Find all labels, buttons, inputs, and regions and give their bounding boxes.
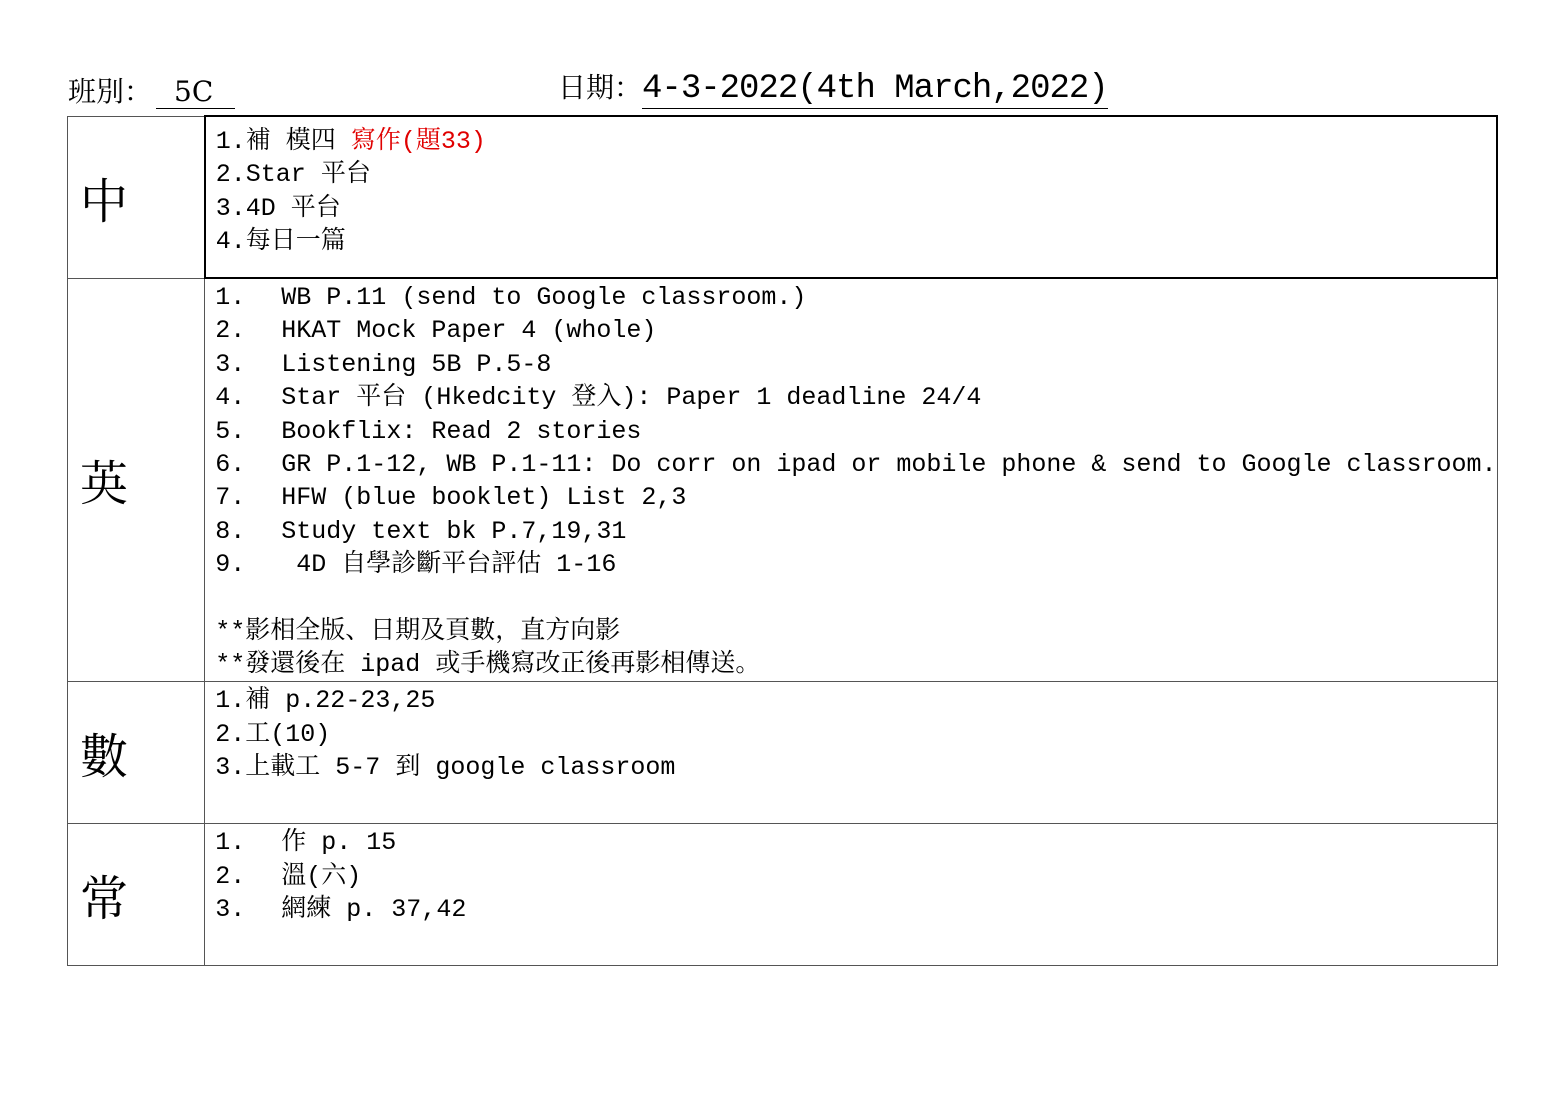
item-text: 溫(六) [281,861,362,891]
item-number: 1. [215,283,246,312]
item-number: 2. [215,316,246,346]
list-item [215,415,1496,448]
math-homework [205,682,1497,824]
item-text: Listening 5B P.5-8 [281,349,552,379]
list-item: 1.補 p.22-23,25 [215,686,436,716]
list-item [215,281,1496,314]
page-header [68,66,1508,114]
spacer [215,582,1496,615]
list-item [215,548,1496,581]
item-text: Study text bk P.7,19,31 [281,516,627,546]
list-item [215,348,1496,381]
subject-english: 英 [68,278,205,682]
chinese-homework [205,116,1497,278]
list-item [215,314,1496,347]
item-number: 9. [215,550,246,580]
table-row [68,278,1498,682]
item-number: 1. [215,828,246,858]
item-text: GR P.1-12, WB P.1-11: Do corr on ipad or mobile phone & send to Google classroom. [281,450,1497,480]
item-text: 1.補 模四 [215,127,351,156]
list-item [215,893,1496,926]
list-item [215,515,1496,548]
list-item: 3.4D 平台 [215,193,341,223]
item-text: 作 p. 15 [281,828,397,858]
note-line: **影相全版、日期及頁數，直方向影 [215,616,621,646]
list-item [215,826,1496,859]
item-text: HKAT Mock Paper 4 (whole) [281,316,657,346]
item-number: 7. [215,483,246,513]
list-item [215,381,1496,414]
list-item [215,481,1496,514]
item-text: WB P.11 (send to Google classroom.) [281,283,807,312]
homework-table [67,115,1498,966]
item-number: 6. [215,450,246,480]
item-number: 2. [215,861,246,891]
item-text: Star 平台 (Hkedcity 登入): Paper 1 deadline 24/4 [281,383,982,413]
item-number: 4. [215,383,246,413]
list-item [216,125,1496,158]
item-text: 網練 p. 37,42 [281,895,467,925]
date-value: 4-3-2022(4th March,2022) [642,70,1108,108]
item-text: 4D 自學診斷平台評估 1-16 [281,550,617,580]
item-number: 5. [215,416,246,446]
subject-math: 數 [68,682,205,824]
item-text: HFW (blue booklet) List 2,3 [281,483,687,513]
list-item: 3.上載工 5-7 到 google classroom [215,753,676,783]
class-label: 班別： [68,75,153,108]
item-number: 3. [215,349,246,379]
table-row [68,116,1498,278]
table-row [68,682,1498,824]
item-number: 8. [215,516,246,546]
english-homework [205,278,1497,682]
class-value: 5C [156,75,235,109]
date-info [558,66,1108,109]
table-row [68,824,1498,966]
list-item: 4.每日一篇 [215,227,346,257]
date-label: 日期： [558,71,643,104]
list-item: 2.Star 平台 [215,160,371,190]
list-item [215,448,1496,481]
general-studies-homework [205,824,1497,966]
subject-chinese: 中 [68,116,205,278]
list-item [215,860,1496,893]
note-line: **發還後在 ipad 或手機寫改正後再影相傳送。 [215,650,761,680]
highlight-text: 寫作(題33) [350,127,486,156]
list-item: 2.工(10) [215,719,331,749]
item-text: Bookflix: Read 2 stories [281,416,642,446]
item-number: 3. [215,895,246,925]
class-info [68,70,235,110]
subject-general-studies: 常 [68,824,205,966]
